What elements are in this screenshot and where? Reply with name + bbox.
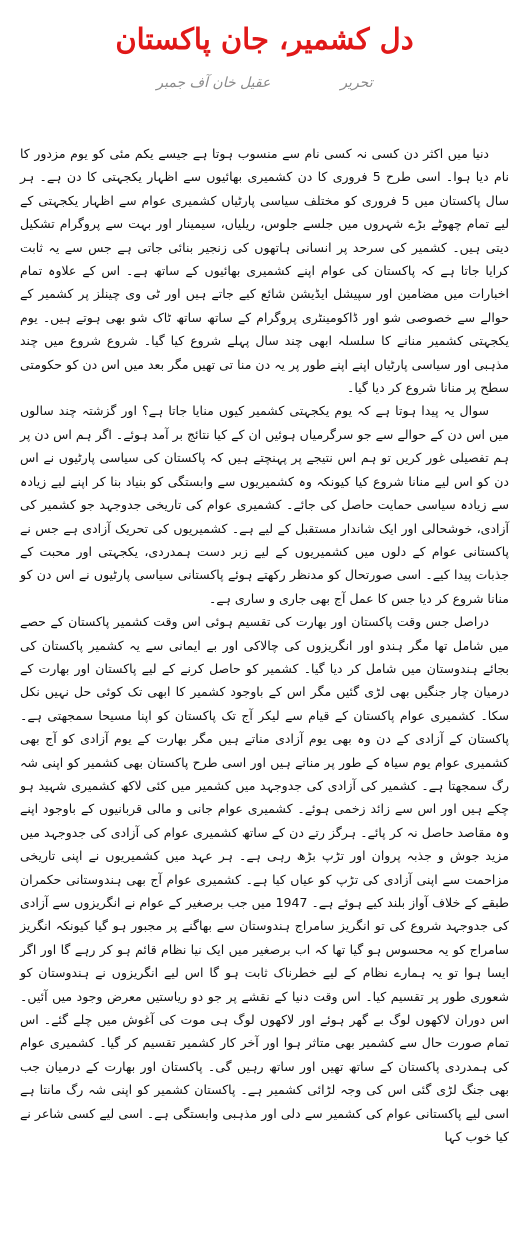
article-body bbox=[20, 142, 509, 1148]
article-paragraph: دراصل جس وقت پاکستان اور بھارت کی تقسیم ہوئی اس وقت کشمیر پاکستان کے حصے میں شامل تھا مگر ہندو اور انگریزوں کی چالاکی اور بے ایمانی سے یہ کشمیر پاکستان کی بجائے ہندوستان میں شامل کر دیا گیا۔ کشمیر کو حاصل کرنے کے لیے پاکستان اور بھارت کے درمیان چار جنگیں بھی لڑی گئیں مگر اس کے باوجود کشمیر کا ابھی تک کوئی حل نہیں نکل سکا۔ کشمیری عوام پاکستان کے قیام سے لیکر آج تک پاکستان کو اپنا مسیحا سمجھتی ہے۔ پاکستان کے آزادی کے دن وہ بھی یوم آزادی مناتے ہیں مگر بھارت کے یوم آزادی کو آج بھی کشمیری عوام یوم سیاہ کے طور پر مناتے ہیں اور اسی طرح پاکستان بھی کشمیر کو اپنی شہ رگ سمجھتا ہے۔ کشمیر کی آزادی کی جدوجہد میں کشمیر میں کئی لاکھ کشمیری شہید ہو چکے ہیں اور اس سے زائد زخمی ہوئے۔ کشمیری عوام جانی و مالی قربانیوں کے باوجود اپنے وہ مقاصد حاصل نہ کر پائے۔ ہرگز رتے دن کے ساتھ کشمیری عوام کی آزادی کی جدوجہد میں مزید جوش و جذبہ پروان اور تڑپ بڑھ رہی ہے۔ ہر عہد میں کشمیریوں نے اپنی تاریخی مزاحمت سے اپنی آزادی کی تڑپ کو عیاں کیا ہے۔ کشمیری عوام آج بھی ہندوستانی حکمران طبقے کے خلاف آواز بلند کیے ہوئے ہے۔ 1947 میں جب برصغیر کے عوام نے انگریزوں سے آزادی کی جدوجہد شروع کی تو انگریز سامراج ہندوستان سے بھاگنے پر مجبور ہو گیا کیونکہ انگریز سامراج کو یہ محسوس ہو گیا تھا کہ اب برصغیر میں ایک نیا نظام قائم ہو کر رہے گا اور اگر ایسا ہوا تو یہ ہمارے نظام کے لیے خطرناک ثابت ہو گا اس لیے انگریزوں نے ہندوستان کو شعوری طور پر تقسیم کیا۔ اس وقت دنیا کے نقشے پر جو دو ریاستیں معرض وجود میں آئیں۔ اس دوران لاکھوں لوگ بے گھر ہوئے اور لاکھوں لوگ ہی موت کی آغوش میں چلے گئے۔ اس تمام صورت حال سے کشمیر بھی متاثر ہوا اور آخر کار کشمیر تقسیم کر گیا۔ کشمیری عوام کی ہمدردی پاکستان کے ساتھ تھیں اور ساتھ رہیں گی۔ پاکستان اور بھارت کے درمیان جب بھی جنگ لڑی گئی اس کی وجہ لڑائی کشمیر ہے۔ پاکستان کشمیر کو اپنی شہ رگ مانتا ہے اسی لیے پاکستانی عوام کی کشمیر سے دلی اور مذہبی وابستگی ہے۔ اسی لیے کسی شاعر نے کیا خوب کہا bbox=[20, 614, 509, 1145]
article-title: دل کشمیر، جان پاکستان bbox=[115, 22, 414, 56]
article-paragraph: دنیا میں اکثر دن کسی نہ کسی نام سے منسوب ہوتا ہے جیسے یکم مئی کو یوم مزدور کا نام دیا ہوا۔ اسی طرح 5 فروری کا دن کشمیری بھائیوں سے اظہار یکجہتی کا دن ہے۔ ہر سال پاکستان میں 5 فروری کو مختلف سیاسی پارٹیاں کشمیری عوام سے اظہار یکجہتی کے لیے تمام چھوٹے بڑے شہروں میں جلسے جلوس، ریلیاں، سیمینار اور بہت سے پروگرام تشکیل دیتی ہیں۔ کشمیر کی سرحد پر انسانی ہاتھوں کی زنجیر بنائی جاتی ہے جس سے یہ ثابت کرایا جاتا ہے کہ پاکستان کی عوام اپنے کشمیری بھائیوں کے ساتھ ہے۔ اس کے علاوہ تمام اخبارات میں مضامین اور سپیشل ایڈیشن شائع کیے جاتے ہیں اور ٹی وی چینلز پر کشمیر کے حوالے سے خصوصی شو اور ڈاکومینٹری پروگرام کے ساتھ ساتھ ٹاک شو بھی ہوتے ہیں۔ یوم یکجہتی کشمیر منانے کا سلسلہ ابھی چند سال پہلے شروع کیا گیا۔ شروع شروع میں چند مذہبی اور سیاسی پارٹیاں اپنے اپنے طور پر یہ دن منا تی تھیں مگر بعد میں اس دن کو حکومتی سطح پر منانا شروع کر دیا گیا۔ bbox=[20, 146, 509, 396]
byline-label: تحریر bbox=[340, 75, 373, 91]
author-name: عقیل خان آف جمبر bbox=[156, 75, 271, 91]
article-paragraph: سوال یہ پیدا ہوتا ہے کہ یوم یکجہتی کشمیر کیوں منایا جاتا ہے؟ اور گزشتہ چند سالوں میں اس دن کے حوالے سے جو سرگرمیاں ہوئیں ان کے کیا نتائج بر آمد ہوئے۔ اگر ہم اس دن پر ہم تفصیلی غور کریں تو ہم اس نتیجے پر پہنچتے ہیں کہ پاکستان کی سیاسی پارٹیوں نے اس دن کو اس لیے منانا شروع کیا کیونکہ وہ کشمیریوں سے وابستگی کو بنیاد بنا کر اپنے لیے زیادہ سے زیادہ سیاسی حمایت حاصل کی جائے۔ کشمیری عوام کی تاریخی جدوجہد جو کشمیر کی آزادی، خوشحالی اور ایک شاندار مستقبل کے لیے ہے۔ کشمیریوں کی تحریک آزادی ہے جس نے پاکستانی عوام کے دلوں میں کشمیریوں کے لیے زبر دست ہمدردی، یکجہتی اور محبت کے جذبات پیدا کیے۔ اسی صورتحال کو مدنظر رکھتے ہوئے پاکستانی سیاسی پارٹیوں نے اس دن کو منانا شروع کر دیا جس کا عمل آج بھی جاری و ساری ہے۔ bbox=[20, 403, 509, 606]
byline bbox=[20, 72, 509, 94]
